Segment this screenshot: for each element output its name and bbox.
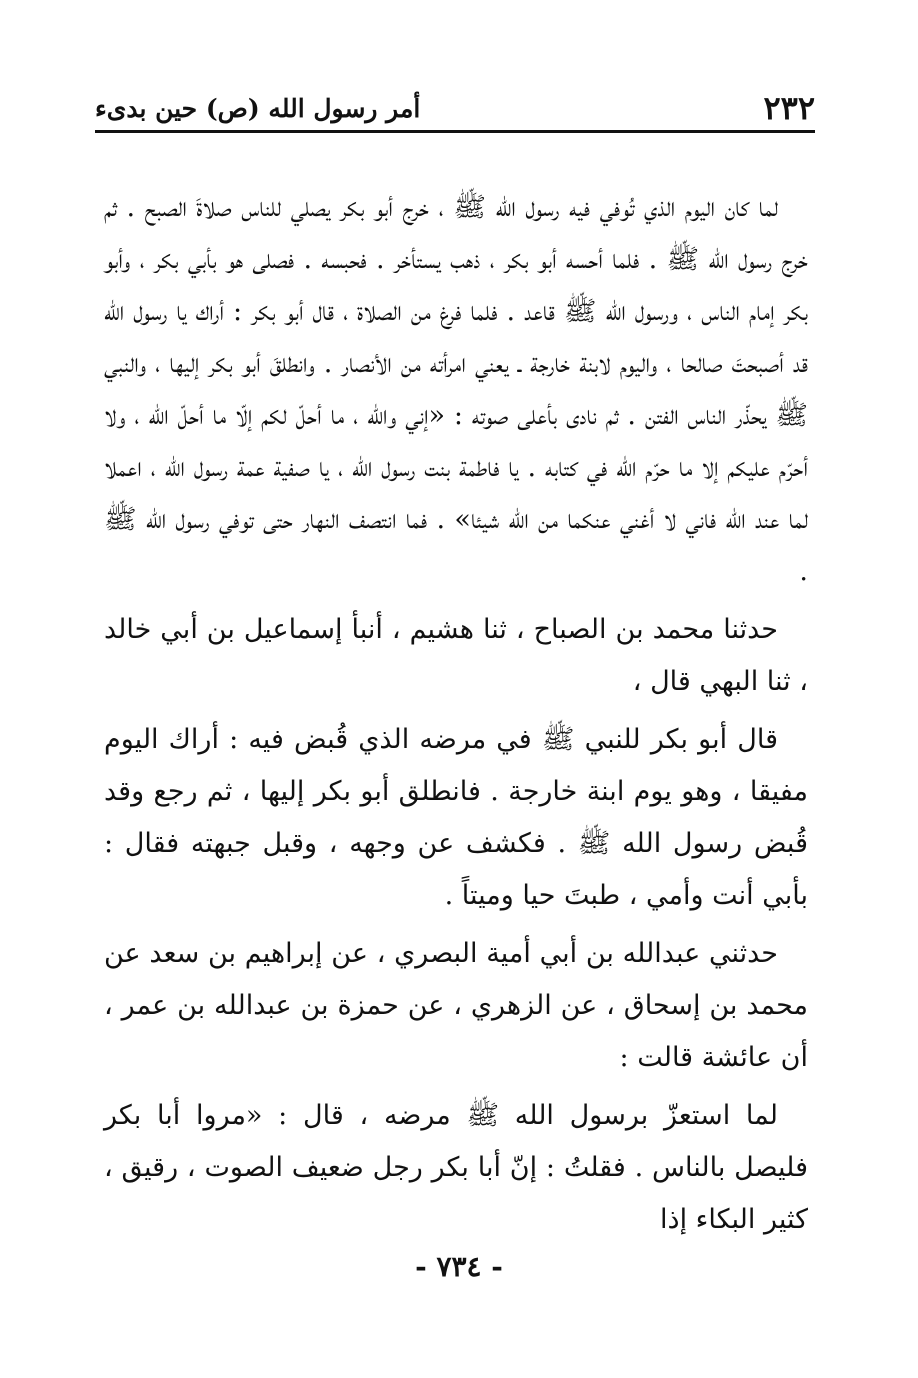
page-header bbox=[95, 90, 815, 130]
folio-number: - ٧٣٤ - bbox=[415, 1250, 503, 1283]
paragraph-4: حدثني عبدالله بن أبي أمية البصري ، عن إبراهيم بن سعد عن محمد بن إسحاق ، عن الزهري ، عن حمزة بن عبدالله بن عمر ، أن عائشة قالت : bbox=[104, 938, 808, 1073]
page-number: ٢٣٢ bbox=[763, 89, 815, 127]
body-text bbox=[104, 182, 808, 1252]
paragraph-1: لما كان اليوم الذي تُوفي فيه رسول الله ﷺ ، خرج أبو بكر يصلي للناس صلاةَ الصبح . ثم خرج رسول الله ﷺ . فلما أحسه أبو بكر ، ذهب يستأخر . فحبسه . فصلى هو بأبي بكر ، وأبو بكر إمام الناس ، ورسول الله ﷺ قاعد . فلما فرغ من الصلاة ، قال أبو بكر : أراك يا رسول الله قد أصبحتَ صالحا ، واليوم لابنة خارجة ـ يعني امرأته من الأنصار . وانطلقَ أبو بكر إليها ، والنبي ﷺ يحذّر الناس الفتن . ثم نادى بأعلى صوته : «إني والله ، ما أحلّ لكم إلّا ما أحلّ الله ، ولا أحرّم عليكم إلا ما حرّم الله في كتابه . يا فاطمة بنت رسول الله ، يا صفية عمة رسول الله ، اعملا لما عند الله فاني لا أغني عنكما من الله شيئا» . فما انتصف النهار حتى توفي رسول الله ﷺ . bbox=[104, 192, 808, 587]
paragraph-2: حدثنا محمد بن الصباح ، ثنا هشيم ، أنبأ إسماعيل بن أبي خالد ، ثنا البهي قال ، bbox=[104, 614, 808, 697]
paragraph-3: قال أبو بكر للنبي ﷺ في مرضه الذي قُبض فيه : أراك اليوم مفيقا ، وهو يوم ابنة خارجة . فانطلق أبو بكر إليها ، ثم رجع وقد قُبض رسول الله ﷺ . فكشف عن وجهه ، وقبل جبهته فقال : بأبي أنت وأمي ، طبتَ حيا وميتاً . bbox=[104, 724, 808, 911]
header-divider bbox=[95, 130, 815, 133]
paragraph-5: لما استعزّ برسول الله ﷺ مرضه ، قال : «مروا أبا بكر فليصل بالناس . فقلتُ : إنّ أبا بكر رجل ضعيف الصوت ، رقيق ، كثير البكاء إذا bbox=[104, 1100, 808, 1235]
running-title: أمر رسول الله (ص) حين بدىء bbox=[95, 94, 421, 123]
